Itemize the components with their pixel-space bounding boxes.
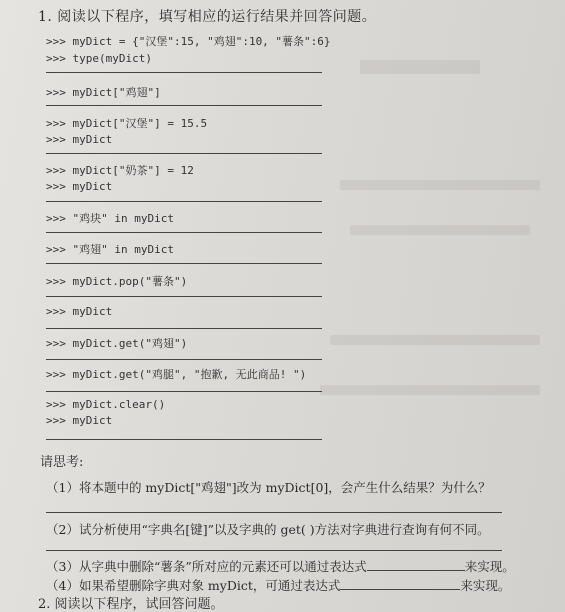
answer-blank[interactable] [46, 550, 502, 551]
answer-blank[interactable] [46, 359, 322, 360]
code-line: >>> myDict.get("鸡翅") [46, 337, 188, 350]
bleed-through-mark [330, 335, 540, 345]
thinking-item-3 [46, 557, 515, 575]
thinking-item-2: （2）试分析使用“字典名[键]”以及字典的 get( )方法对字典进行查询有何不同。 [46, 522, 490, 537]
code-line: >>> myDict["汉堡"] = 15.5 [46, 117, 208, 130]
code-line: >>> myDict.get("鸡腿", "抱歉, 无此商品! ") [46, 368, 307, 381]
answer-blank[interactable] [46, 105, 322, 106]
thinking-item-4-suffix: 来实现。 [460, 578, 511, 593]
code-line: >>> myDict [46, 305, 113, 318]
code-line: >>> myDict [46, 414, 113, 427]
thinking-item-4-text: （4）如果希望删除字典对象 myDict，可通过表达式 [46, 578, 341, 593]
answer-blank[interactable] [46, 328, 322, 329]
bleed-through-mark [350, 225, 530, 235]
code-line: >>> myDict["鸡翅"] [46, 86, 161, 99]
answer-blank[interactable] [46, 439, 322, 440]
code-line: >>> "鸡块" in myDict [46, 212, 174, 225]
code-line: >>> myDict.clear() [46, 398, 166, 411]
answer-blank[interactable] [46, 153, 322, 154]
bleed-through-mark [360, 60, 480, 74]
question-2-title: 2. 阅读以下程序，试回答问题。 [38, 597, 224, 612]
code-line: >>> "鸡翅" in myDict [46, 243, 174, 256]
answer-blank[interactable] [46, 72, 322, 73]
answer-blank[interactable] [340, 577, 460, 590]
answer-blank[interactable] [46, 232, 322, 233]
code-line: >>> myDict [46, 133, 113, 146]
bleed-through-mark [340, 180, 540, 190]
code-line: >>> myDict["奶茶"] = 12 [46, 164, 194, 177]
answer-blank[interactable] [367, 558, 465, 571]
answer-blank[interactable] [46, 201, 322, 202]
thinking-item-3-suffix: 来实现。 [464, 559, 515, 574]
thinking-item-3-text: （3）从字典中删除“薯条”所对应的元素还可以通过表达式 [46, 559, 367, 574]
thinking-title: 请思考: [40, 455, 84, 470]
thinking-item-4 [46, 576, 510, 594]
answer-blank[interactable] [46, 296, 322, 297]
code-line: >>> myDict = {"汉堡":15, "鸡翅":10, "薯条":6} [46, 35, 331, 48]
code-line: >>> type(myDict) [46, 52, 152, 65]
bleed-through-mark [320, 385, 540, 395]
code-line: >>> myDict [46, 180, 113, 193]
question-1-title: 1. 阅读以下程序，填写相应的运行结果并回答问题。 [38, 9, 377, 25]
answer-blank[interactable] [46, 263, 322, 264]
thinking-item-1: （1）将本题中的 myDict["鸡翅"]改为 myDict[0]，会产生什么结果？为什么？ [46, 480, 491, 495]
code-line: >>> myDict.pop("薯条") [46, 275, 188, 288]
answer-blank[interactable] [46, 391, 322, 392]
answer-blank[interactable] [46, 512, 502, 513]
